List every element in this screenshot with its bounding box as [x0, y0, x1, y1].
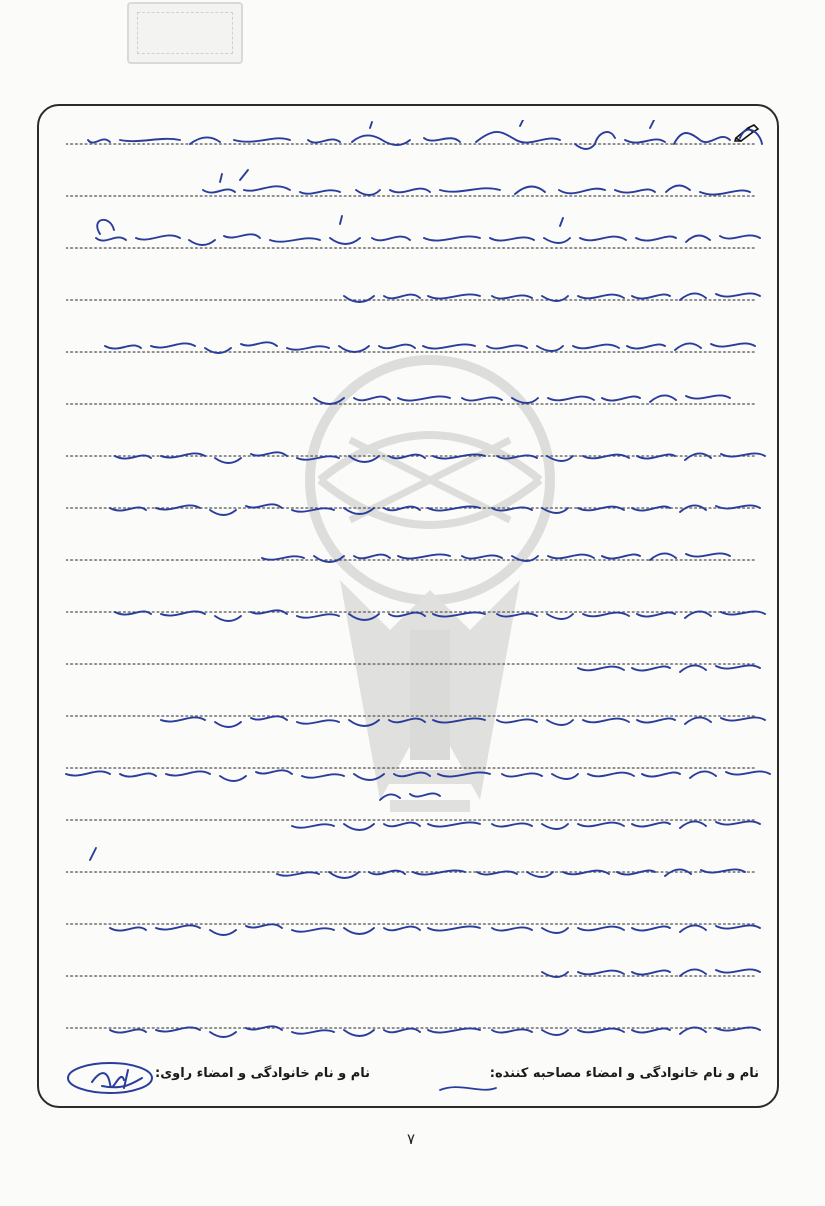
- archive-stamp-inner: [137, 12, 233, 54]
- page-number: ۷: [406, 1130, 416, 1148]
- interviewer-signature-label: نام و نام خانوادگی و امضاء مصاحبه کننده:: [489, 1066, 759, 1081]
- narrator-signature-label: نام و نام خانوادگی و امضاء راوی:: [155, 1066, 370, 1081]
- archive-stamp: [127, 2, 243, 64]
- narrator-signature: [62, 1056, 162, 1098]
- handwritten-text: [40, 120, 780, 1080]
